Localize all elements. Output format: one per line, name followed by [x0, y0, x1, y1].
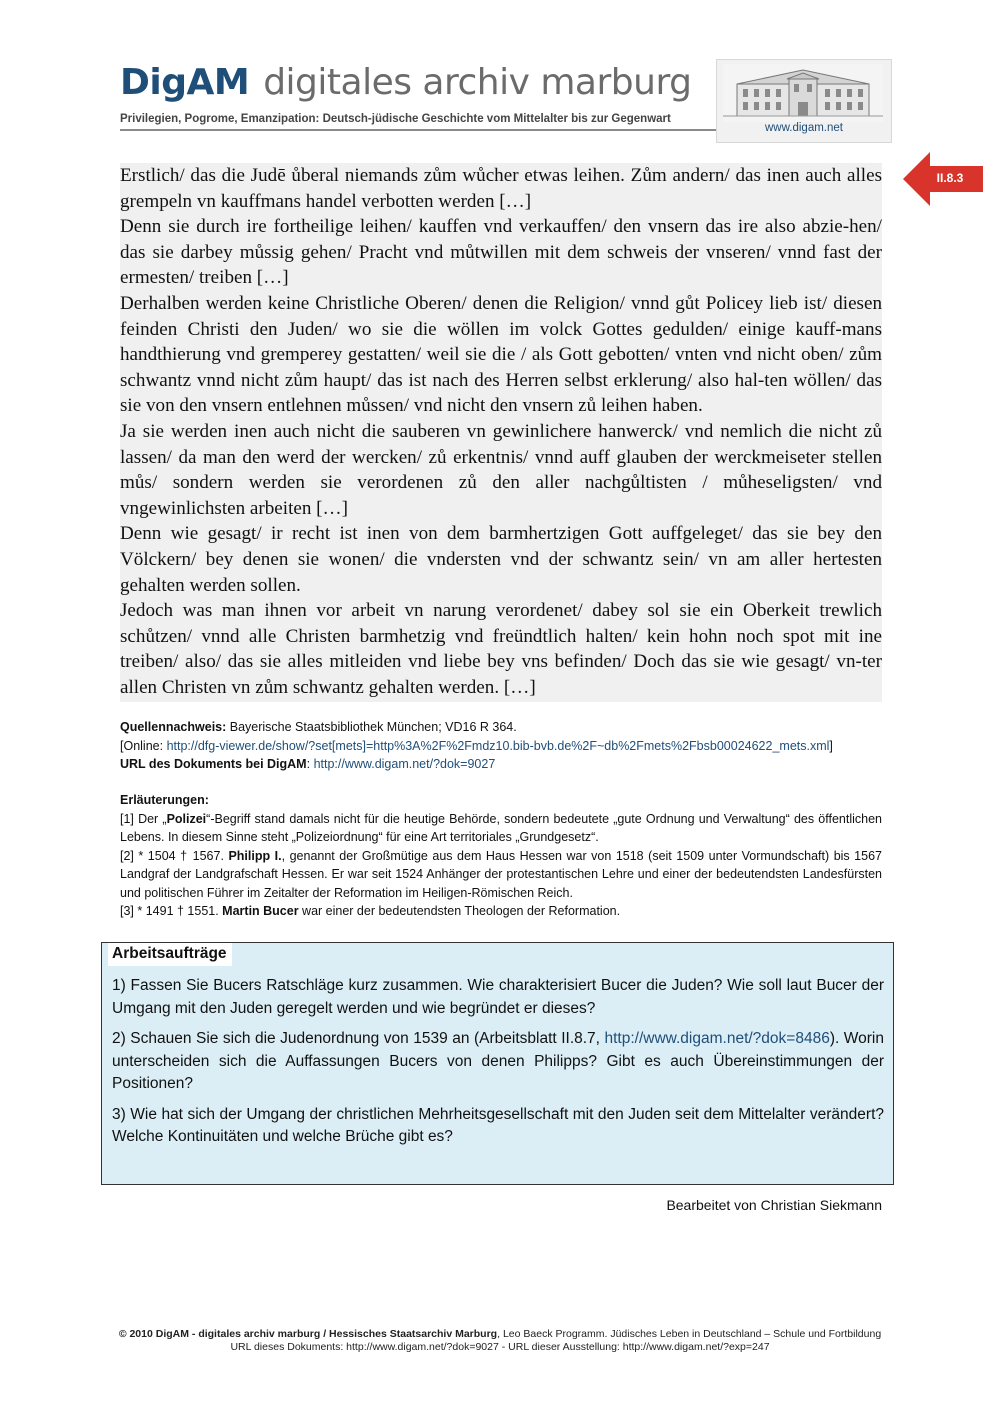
task-2-text-end: ). Worin unterscheiden sich die Auffassungen Bucers von denen Philipps? Gibt es auch Übereinstimmungen der Positionen? [112, 1030, 884, 1092]
document-url-label: URL des Dokuments bei DigAM [120, 757, 307, 771]
building-icon [723, 64, 883, 122]
source-references [120, 718, 882, 774]
online-viewer-link[interactable]: http://dfg-viewer.de/show/?set[mets]=http%3A%2F%2Fmdz10.bib-bvb.de%2F~db%2Fmets%2Fbsb00024622_mets.xml [166, 738, 830, 753]
footer-copyright-rest: , Leo Baeck Programm. Jüdisches Leben in Deutschland – Schule und Fortbildung [497, 1328, 882, 1340]
page-header [120, 62, 895, 142]
note-1 [120, 810, 882, 847]
tasks-list [112, 975, 884, 1157]
header-divider [120, 129, 718, 131]
note-1-term: Polizei [166, 811, 207, 826]
note-1-prefix: [1] Der „ [120, 811, 167, 826]
logo-url-link[interactable]: www.digam.net [765, 122, 843, 134]
explanations [120, 791, 882, 921]
note-3-prefix: [3] * 1491 † 1551. [120, 904, 223, 918]
document-url-sep: : [306, 757, 314, 771]
author-credit: Bearbeitet von Christian Siekmann [666, 1197, 882, 1213]
task-item-2 [112, 1028, 884, 1096]
source-paragraph: Denn sie durch ire fortheilige leihen/ kauffen vnd verkauffen/ den vnsern das ire also abzie-hen/ das sie darbey můssig gehen/ Pracht vnd můtwillen mit dem schweis der vnseren/ vnnd fast der ermesten/ treiben […] [120, 216, 882, 289]
note-2-text: , genannt der Großmütige aus dem Haus Hessen war von 1518 (seit 1509 unter Vormundschaft) bis 1567 Landgraf der Landgrafschaft Hessen. Er war seit 1524 Anhänger der protestantischen Lehre und einer der bedeutendsten Landesfürsten und politischen Führer im Zeitalter der Reformation im Heiligen-Römischen Reich. [120, 848, 882, 900]
footer-urls: URL dieses Dokuments: http://www.digam.net/?dok=9027 - URL dieser Ausstellung: http://www.digam.net/?exp=247 [230, 1341, 770, 1353]
archive-logo[interactable] [716, 59, 892, 143]
document-url-link[interactable]: http://www.digam.net/?dok=9027 [313, 757, 496, 771]
source-paragraph: Erstlich/ das die Judē ůberal niemands zům wůcher etwas leihen. Zům andern/ das inen auch alles grempeln vn kauffmans handel verbotten werden […] [120, 165, 882, 212]
brand-tagline: digitales archiv marburg [263, 62, 692, 103]
explanations-heading: Erläuterungen: [120, 793, 209, 807]
document-url-line [120, 755, 882, 774]
source-paragraph: Denn wie gesagt/ ir recht ist inen von dem barmhertzigen Gott auffgeleget/ das sie bey den Völckern/ bey denen sie wonen/ die vndersten vnd der schwantz sein/ vn am aller hertesten gehalten werden sollen. [120, 523, 882, 596]
header-subtitle: Privilegien, Pogrome, Emanzipation: Deutsch-jüdische Geschichte vom Mittelalter bis zur Gegenwart [120, 113, 671, 125]
footer-copyright-bold: © 2010 DigAM - digitales archiv marburg / Hessisches Staatsarchiv Marburg [118, 1328, 498, 1340]
source-value: Bayerische Staatsbibliothek München; VD16 R 364. [226, 720, 517, 734]
source-citation [120, 718, 882, 737]
online-prefix: [Online: [120, 738, 167, 753]
task-2-text: 2) Schauen Sie sich die Judenordnung von 1539 an (Arbeitsblatt II.8.7, [112, 1030, 605, 1047]
page-footer [0, 1328, 1000, 1354]
note-3-term: Martin Bucer [222, 904, 299, 918]
note-2-prefix: [2] * 1504 † 1567. [120, 848, 229, 863]
brand-name: DigAM [120, 62, 250, 103]
footer-copyright [0, 1328, 1000, 1341]
sheet-number: II.8.3 [936, 171, 964, 185]
historical-source-text [120, 163, 882, 702]
note-3-text: war einer der bedeutendsten Theologen der Reformation. [298, 904, 621, 918]
note-1-text: “-Begriff stand damals nicht für die heutige Behörde, sondern bedeutete „gute Ordnung und Verwaltung“ des öffentlichen Lebens. In diesem Sinne steht „Polizeiordnung“ für eine Art territoriales „Grundgesetz“. [120, 811, 882, 844]
source-paragraph: Ja sie werden inen auch nicht die sauberen vn gewinlichere hanwerck/ vnd nemlich die nicht zů lassen/ da man den werd der wercken/ zů erkentnis/ vnnd auff glauben der werckmeiseter stellen můs/ sondern werden sie verordenen zů den aller nachgůltisten / můheseligsten/ vnd vngewinlichsten arbeiten […] [120, 420, 882, 519]
source-paragraph: Derhalben werden keine Christliche Oberen/ denen die Religion/ vnnd gůt Policey lieb ist/ diesen feinden Christi den Juden/ wo sie die wöllen im volck Gottes gedulden/ einige kauff-mans handthierung vnd gremperey gestatten/ weil sie die / als Gott gebotten/ vnten vnd nicht oben/ zům schwantz vnnd nicht zům haupt/ das ist nach des Herren selbst erklerung/ also hal-ten wöllen/ das sie von den vnsern entlehnen můssen/ vnd nicht den vnsern zů leihen haben. [120, 292, 882, 417]
source-label: Quellennachweis: [120, 720, 227, 734]
brand-title [120, 62, 691, 103]
task-item-1: 1) Fassen Sie Bucers Ratschläge kurz zusammen. Wie charakterisiert Bucer die Juden? Wie soll laut Bucer der Umgang mit den Juden geregelt werden und wie begründet er dieses? [112, 977, 884, 1017]
task-item-3: 3) Wie hat sich der Umgang der christlichen Mehrheitsgesellschaft mit den Juden seit dem Mittelalter verändert? Welche Kontinuitäten und welche Brüche gibt es? [112, 1105, 884, 1145]
tasks-heading: Arbeitsaufträge [108, 943, 232, 966]
note-2 [120, 847, 882, 903]
note-3 [120, 902, 882, 921]
tasks-box [101, 942, 894, 1185]
task-2-link[interactable]: http://www.digam.net/?dok=8486 [604, 1030, 830, 1047]
note-2-term: Philipp I. [228, 848, 282, 863]
online-suffix: ] [829, 738, 833, 753]
source-paragraph: Jedoch was man ihnen vor arbeit vn narung verordenet/ dabey sol sie ein Oberkeit trewlich schůtzen/ vnnd alle Christen barmhetzig vnd freündtlich halten/ kein hohn noch spot mit ine treiben/ also/ das sie alles mitleiden vnd liebe bey vns befinden/ Doch das sie wie gesagt/ vn-ter allen Christen vn zům schwantz gehalten werden. […] [120, 600, 882, 698]
online-reference [120, 737, 882, 756]
sheet-badge [903, 152, 983, 206]
